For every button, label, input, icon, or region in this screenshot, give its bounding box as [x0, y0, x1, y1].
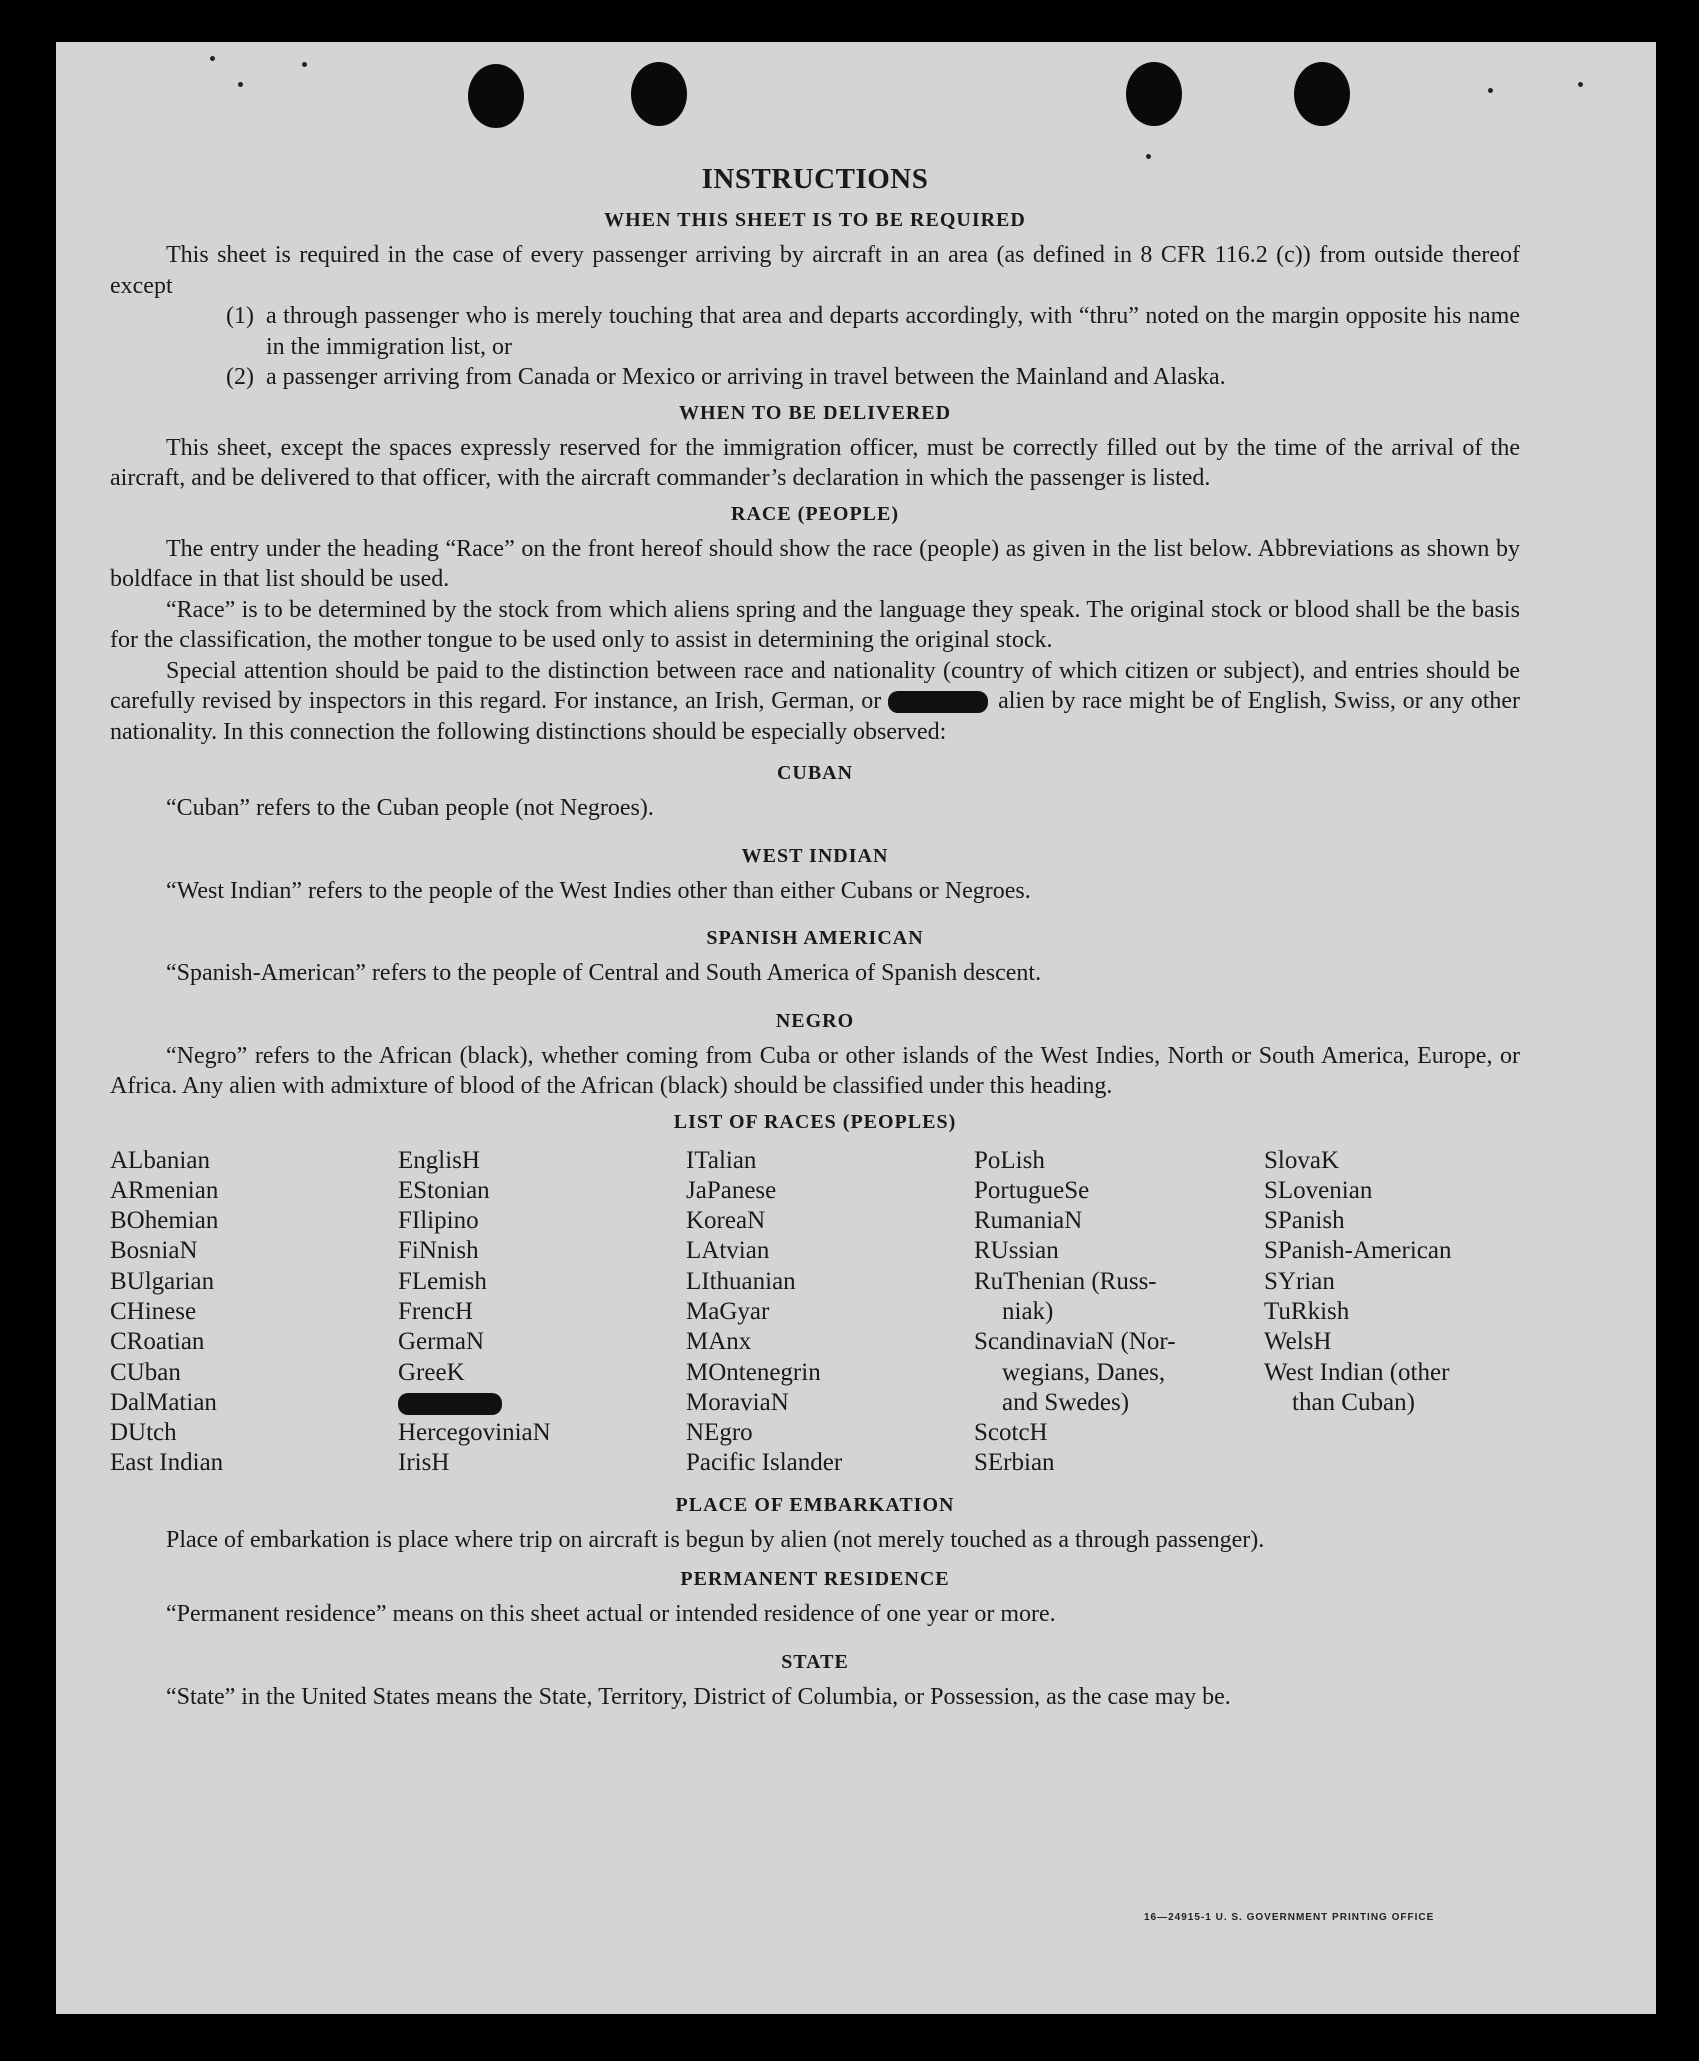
race-entry: SErbian [974, 1449, 1055, 1477]
speck [1146, 154, 1151, 159]
race-entry: TuRkish [1264, 1297, 1350, 1325]
race-entry: GreeK [398, 1358, 465, 1386]
race-entry: than Cuban) [1292, 1388, 1415, 1416]
heading-cuban: CUBAN [776, 762, 854, 784]
race-entry: MOntenegrin [686, 1358, 821, 1386]
race-entry: MoraviaN [686, 1388, 789, 1416]
heading-list-of-races: LIST OF RACES (PEOPLES) [673, 1110, 957, 1133]
race-entry: ALbanian [110, 1146, 210, 1174]
race-paragraph-1: The entry under the heading “Race” on the front hereof should show the race (people) as given in the list below. Abbreviations as shown by boldface in that list should be used. [110, 535, 1520, 592]
negro-text: “Negro” refers to the African (black), whether coming from Cuba or other islands of the West Indies, North or South America, Europe, or Africa. Any alien with admixture of blood of the African (black) should be classified under this heading. [110, 1042, 1520, 1099]
heading-permanent-residence: PERMANENT RESIDENCE [680, 1568, 950, 1591]
race-entry: and Swedes) [1002, 1388, 1130, 1416]
spanish-american-text: “Spanish-American” refers to the people of Central and South America of Spanish descent. [166, 960, 1042, 986]
race-entry: ITalian [686, 1146, 757, 1174]
race-entry: RuThenian (Russ- [974, 1267, 1157, 1295]
race-entry: SPanish-American [1264, 1237, 1452, 1265]
punch-hole-1 [468, 64, 524, 128]
race-entry: JaPanese [686, 1176, 777, 1204]
heading-embarkation: PLACE OF EMBARKATION [675, 1493, 955, 1516]
race-entry: CHinese [110, 1297, 197, 1325]
race-entry: East Indian [110, 1449, 224, 1477]
heading-negro: NEGRO [775, 1009, 855, 1032]
race-paragraph-3: Special attention should be paid to the distinction between race and nationality (country of which citizen or subject), and entries should be carefully revised by inspectors in this regard. For instance, an Irish, German, or alien by race might be of English, Swiss, or any other nationality. In this connection the following distinctions should be especially observed: [110, 657, 1521, 745]
heading-required: WHEN THIS SHEET IS TO BE REQUIRED [604, 209, 1026, 231]
race-entry: FrencH [398, 1297, 473, 1325]
speck [302, 62, 307, 67]
cuban-text: “Cuban” refers to the Cuban people (not Negroes). [166, 795, 654, 821]
race-entry: MaGyar [686, 1297, 770, 1325]
race-entry: IrisH [398, 1449, 450, 1477]
redaction-mark [398, 1388, 686, 1418]
race-entry: KoreaN [686, 1207, 766, 1235]
race-paragraph-2: “Race” is to be determined by the stock from which aliens spring and the language they speak. The original stock or blood shall be the basis for the classification, the mother tongue to be used only to assist in determining the original stock. [110, 596, 1520, 653]
race-entry: FiNnish [398, 1237, 479, 1265]
race-entry: CUban [110, 1358, 181, 1386]
west-indian-text: “West Indian” refers to the people of the West Indies other than either Cubans or Negroes. [166, 877, 1031, 904]
race-entry: LIthuanian [686, 1267, 796, 1295]
race-entry: Pacific Islander [686, 1449, 843, 1477]
speck [1488, 88, 1493, 93]
race-entry: BUlgarian [110, 1267, 215, 1295]
heading-state: STATE [781, 1650, 849, 1673]
race-entry: EnglisH [398, 1146, 480, 1174]
race-entry: niak) [1002, 1297, 1054, 1325]
race-entry: DalMatian [110, 1388, 217, 1416]
required-intro: This sheet is required in the case of every passenger arriving by aircraft in an area (as defined in 8 CFR 116.2 (c)) from outside thereof except [110, 242, 1520, 299]
race-entry: NEgro [686, 1419, 753, 1447]
races-column-4 [974, 1146, 1264, 1479]
race-entry: DUtch [110, 1419, 177, 1447]
race-entry: FLemish [398, 1267, 487, 1295]
state-text: “State” in the United States means the State, Territory, District of Columbia, or Possession, as the case may be. [166, 1683, 1231, 1710]
race-entry: BOhemian [110, 1207, 219, 1235]
race-entry: WelsH [1264, 1328, 1332, 1356]
speck [210, 56, 215, 61]
race-entry: RUssian [974, 1237, 1059, 1265]
required-item-1: (1) a through passenger who is merely touching that area and departs accordingly, with “thru” noted on the margin opposite his name in the immigration list, or [226, 303, 1520, 360]
race-entry: FIlipino [398, 1207, 479, 1235]
race-entry: SPanish [1264, 1207, 1345, 1235]
punch-hole-2 [631, 62, 687, 126]
race-entry: HercegoviniaN [398, 1419, 551, 1447]
race-entry: ScotcH [974, 1419, 1048, 1447]
heading-spanish-american: SPANISH AMERICAN [706, 927, 924, 949]
races-column-5 [1264, 1146, 1520, 1479]
race-entry: West Indian (other [1264, 1358, 1450, 1386]
race-entry: PoLish [974, 1146, 1045, 1174]
speck [1578, 82, 1583, 87]
delivered-text: This sheet, except the spaces expressly reserved for the immigration officer, must be correctly filled out by the time of the arrival of the aircraft, and be delivered to that officer, with the aircraft commander’s declaration in which the passenger is listed. [110, 434, 1520, 491]
instructions-body [110, 162, 1520, 1712]
embarkation-text: Place of embarkation is place where trip on aircraft is begun by alien (not merely touched as a through passenger). [166, 1526, 1265, 1553]
races-column-1 [110, 1146, 398, 1479]
punch-hole-3 [1126, 62, 1182, 126]
race-entry: MAnx [686, 1328, 752, 1356]
heading-west-indian: WEST INDIAN [741, 844, 889, 867]
punch-hole-4 [1294, 62, 1350, 126]
race-entry: wegians, Danes, [1002, 1358, 1166, 1386]
race-entry: SLovenian [1264, 1176, 1373, 1204]
races-list [110, 1146, 1520, 1479]
heading-race: RACE (PEOPLE) [731, 502, 899, 525]
residence-text: “Permanent residence” means on this sheet actual or intended residence of one year or more. [166, 1601, 1056, 1628]
redaction-mark [398, 1393, 502, 1415]
race-entry: ARmenian [110, 1176, 219, 1204]
race-entry: BosniaN [110, 1237, 198, 1265]
race-entry: PortugueSe [974, 1176, 1090, 1204]
speck [238, 82, 243, 87]
race-entry: SlovaK [1264, 1146, 1339, 1174]
redaction-mark [888, 691, 988, 713]
required-item-2: (2) a passenger arriving from Canada or Mexico or arriving in travel between the Mainland and Alaska. [226, 364, 1226, 390]
race-entry: ScandinaviaN (Nor- [974, 1328, 1176, 1356]
heading-delivered: WHEN TO BE DELIVERED [678, 401, 952, 424]
races-column-2 [398, 1146, 686, 1479]
race-entry: LAtvian [686, 1237, 770, 1265]
printing-office-code: 16—24915-1 U. S. GOVERNMENT PRINTING OFFICE [1144, 1912, 1435, 1923]
race-entry: EStonian [398, 1176, 490, 1204]
document-page [56, 42, 1656, 2014]
race-entry: GermaN [398, 1328, 485, 1356]
race-entry: SYrian [1264, 1267, 1335, 1295]
race-entry: RumaniaN [974, 1207, 1083, 1235]
races-column-3 [686, 1146, 974, 1479]
page-title: INSTRUCTIONS [701, 163, 929, 195]
race-entry: CRoatian [110, 1328, 205, 1356]
